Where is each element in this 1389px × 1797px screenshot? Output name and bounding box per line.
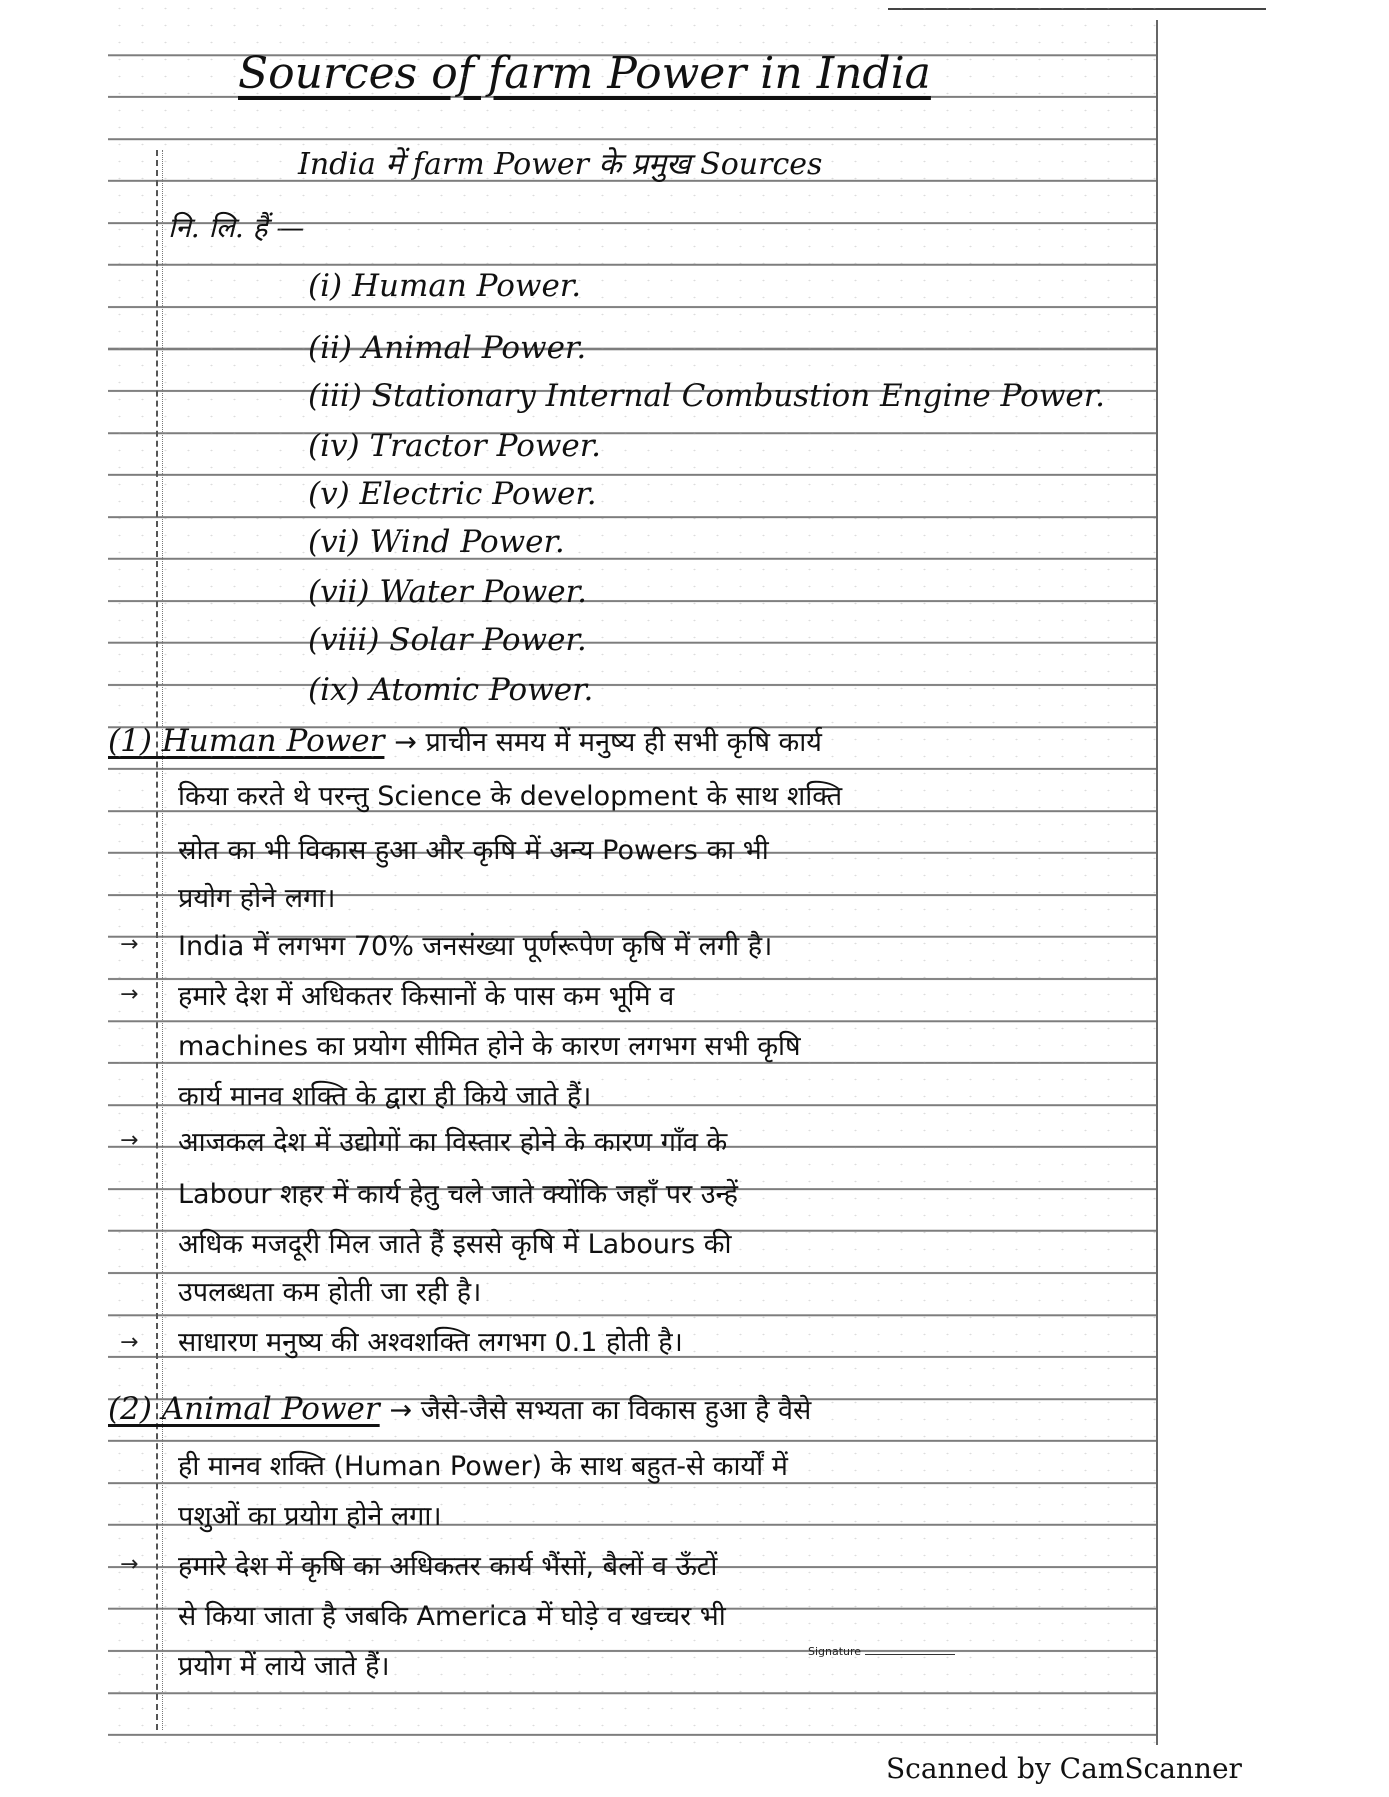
section-line: अधिक मजदूरी मिल जाते हैं इससे कृषि में Labours की bbox=[178, 1229, 732, 1260]
page-right-edge bbox=[1156, 20, 1158, 1745]
section-line: → प्राचीन समय में मनुष्य ही सभी कृषि कार्य bbox=[394, 727, 822, 758]
source-item: (vii) Water Power. bbox=[308, 574, 587, 610]
source-item: (viii) Solar Power. bbox=[308, 622, 587, 658]
section-line: India में लगभग 70% जनसंख्या पूर्णरूपेण कृषि में लगी है। bbox=[178, 931, 773, 962]
notebook-page bbox=[108, 0, 1158, 1745]
source-item: (ix) Atomic Power. bbox=[308, 672, 594, 708]
source-item: (vi) Wind Power. bbox=[308, 524, 565, 560]
margin-line-secondary bbox=[162, 150, 163, 1730]
source-item: (v) Electric Power. bbox=[308, 476, 597, 512]
section-line: पशुओं का प्रयोग होने लगा। bbox=[178, 1501, 442, 1532]
section-human-power bbox=[108, 722, 822, 759]
section-heading: (2) Animal Power bbox=[108, 1391, 380, 1427]
section-line: machines का प्रयोग सीमित होने के कारण लगभग सभी कृषि bbox=[178, 1031, 801, 1062]
section-line: साधारण मनुष्य की अश्वशक्ति लगभग 0.1 होती है। bbox=[178, 1327, 683, 1358]
section-line: ही मानव शक्ति (Human Power) के साथ बहुत-से कार्यों में bbox=[178, 1451, 788, 1482]
section-line: हमारे देश में अधिकतर किसानों के पास कम भूमि व bbox=[178, 981, 675, 1012]
arrow-bullet-icon: → bbox=[120, 1552, 139, 1577]
section-line: हमारे देश में कृषि का अधिकतर कार्य भैंसों, बैलों व ऊँटों bbox=[178, 1551, 718, 1582]
source-item: (iv) Tractor Power. bbox=[308, 428, 602, 464]
signature-field: Signature bbox=[808, 1645, 955, 1658]
section-line: उपलब्धता कम होती जा रही है। bbox=[178, 1277, 482, 1308]
arrow-bullet-icon: → bbox=[120, 1330, 139, 1355]
section-animal-power bbox=[108, 1390, 811, 1427]
section-line: प्रयोग होने लगा। bbox=[178, 883, 336, 914]
source-item: (i) Human Power. bbox=[308, 268, 582, 304]
source-item: (iii) Stationary Internal Combustion Engine Power. bbox=[308, 378, 1105, 414]
intro-line-1: India में farm Power के प्रमुख Sources bbox=[298, 147, 823, 182]
section-line: से किया जाता है जबकि America में घोड़े व खच्चर भी bbox=[178, 1601, 726, 1632]
arrow-bullet-icon: → bbox=[120, 1128, 139, 1153]
section-line: किया करते थे परन्तु Science के development के साथ शक्ति bbox=[178, 781, 843, 812]
section-heading: (1) Human Power bbox=[108, 723, 385, 759]
source-item: (ii) Animal Power. bbox=[308, 330, 587, 366]
arrow-bullet-icon: → bbox=[120, 982, 139, 1007]
page-title: Sources of farm Power in India bbox=[238, 48, 931, 99]
page-top-edge bbox=[888, 0, 1266, 10]
arrow-bullet-icon: → bbox=[120, 932, 139, 957]
section-line: आजकल देश में उद्योगों का विस्तार होने के कारण गाँव के bbox=[178, 1127, 728, 1158]
margin-line bbox=[156, 150, 158, 1730]
scanner-watermark: Scanned by CamScanner bbox=[886, 1752, 1242, 1785]
section-line: स्रोत का भी विकास हुआ और कृषि में अन्य Powers का भी bbox=[178, 835, 769, 866]
section-line: प्रयोग में लाये जाते हैं। bbox=[178, 1651, 390, 1682]
section-line: कार्य मानव शक्ति के द्वारा ही किये जाते हैं। bbox=[178, 1081, 592, 1112]
section-line: Labour शहर में कार्य हेतु चले जाते क्योंकि जहाँ पर उन्हें bbox=[178, 1179, 738, 1210]
section-line: → जैसे-जैसे सभ्यता का विकास हुआ है वैसे bbox=[389, 1395, 812, 1426]
intro-line-2: नि. लि. हैं — bbox=[168, 211, 305, 244]
